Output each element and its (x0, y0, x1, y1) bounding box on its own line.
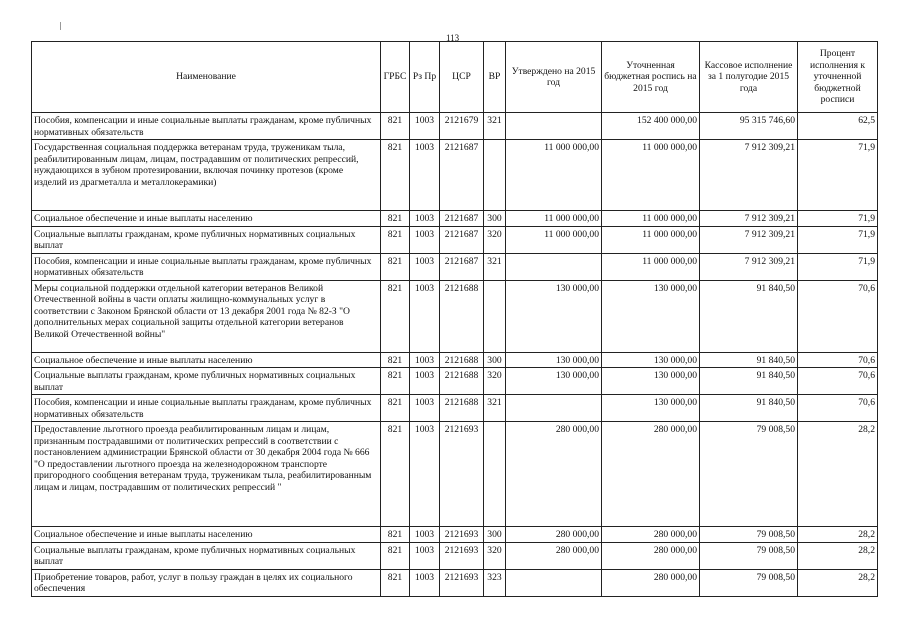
cell-rzpr: 1003 (410, 253, 440, 280)
table-row (32, 140, 878, 211)
cell-cash: 91 840,50 (700, 395, 798, 422)
cell-rzpr: 1003 (410, 542, 440, 569)
cell-vr (484, 280, 506, 352)
cell-rzpr: 1003 (410, 569, 440, 596)
table-row (32, 422, 878, 527)
cell-refined: 130 000,00 (602, 280, 700, 352)
cell-name: Пособия, компенсации и иные социальные выплаты гражданам, кроме публичных нормативных обязательств (32, 253, 381, 280)
cell-cash: 7 912 309,21 (700, 253, 798, 280)
cell-percent: 71,9 (798, 211, 878, 227)
cell-refined: 130 000,00 (602, 368, 700, 395)
cell-vr: 320 (484, 226, 506, 253)
table-row (32, 280, 878, 352)
cell-cash: 79 008,50 (700, 569, 798, 596)
cell-rzpr: 1003 (410, 211, 440, 227)
table-row (32, 368, 878, 395)
cell-refined: 280 000,00 (602, 569, 700, 596)
cell-refined: 130 000,00 (602, 352, 700, 368)
table-row (32, 542, 878, 569)
cell-approved: 280 000,00 (506, 542, 602, 569)
cell-refined: 152 400 000,00 (602, 113, 700, 140)
cell-vr: 320 (484, 368, 506, 395)
cell-refined: 280 000,00 (602, 422, 700, 527)
cell-percent: 28,2 (798, 422, 878, 527)
table-header-row (32, 42, 878, 113)
cell-rzpr: 1003 (410, 352, 440, 368)
cell-refined: 280 000,00 (602, 527, 700, 543)
cell-grbs: 821 (381, 253, 410, 280)
header-grbs: ГРБС (381, 42, 410, 113)
cell-name: Социальное обеспечение и иные выплаты населению (32, 352, 381, 368)
cell-name: Предоставление льготного проезда реабилитированным лицам и лицам, признанным пострадавшими от политических репрессий в соответствии с постановлением администрации Брянской области от 30 декабря 2004 года № 666 "О предоставлении льготного проезда на железнодорожном транспорте пригородного сообщения ветеранам труда, труженикам тыла, реабилитированным лицам и лицам, пострадавшим от политических репрессий " (32, 422, 381, 527)
cell-rzpr: 1003 (410, 368, 440, 395)
cell-cash: 91 840,50 (700, 280, 798, 352)
cell-csr: 2121688 (440, 368, 484, 395)
cell-approved (506, 569, 602, 596)
header-name: Наименование (32, 42, 381, 113)
cell-grbs: 821 (381, 211, 410, 227)
cell-percent: 70,6 (798, 395, 878, 422)
header-vr: ВР (484, 42, 506, 113)
cell-vr (484, 422, 506, 527)
cell-rzpr: 1003 (410, 422, 440, 527)
cell-name: Пособия, компенсации и иные социальные выплаты гражданам, кроме публичных нормативных обязательств (32, 113, 381, 140)
cell-csr: 2121687 (440, 211, 484, 227)
cell-cash: 7 912 309,21 (700, 226, 798, 253)
cell-percent: 70,6 (798, 280, 878, 352)
header-refined: Уточненная бюджетная роспись на 2015 год (602, 42, 700, 113)
cell-grbs: 821 (381, 422, 410, 527)
cell-approved: 11 000 000,00 (506, 211, 602, 227)
cell-percent: 71,9 (798, 140, 878, 211)
cell-refined: 11 000 000,00 (602, 253, 700, 280)
cell-refined: 130 000,00 (602, 395, 700, 422)
cell-approved (506, 113, 602, 140)
cell-name: Социальные выплаты гражданам, кроме публичных нормативных социальных выплат (32, 368, 381, 395)
cell-cash: 91 840,50 (700, 352, 798, 368)
cell-vr: 320 (484, 542, 506, 569)
cell-cash: 7 912 309,21 (700, 211, 798, 227)
cell-approved: 130 000,00 (506, 352, 602, 368)
header-rzpr: Рз Пр (410, 42, 440, 113)
cell-csr: 2121688 (440, 280, 484, 352)
cell-name: Государственная социальная поддержка ветеранам труда, труженикам тыла, реабилитированным лицам, лицам, пострадавшим от политических репрессий, нуждающихся в зубном протезировании, включая починку протезов (кроме изделий из драгметалла и металлокерамики) (32, 140, 381, 211)
header-percent: Процент исполнения к уточненной бюджетной росписи (798, 42, 878, 113)
table-row (32, 395, 878, 422)
cell-approved (506, 253, 602, 280)
table-row (32, 527, 878, 543)
cell-cash: 79 008,50 (700, 527, 798, 543)
cell-rzpr: 1003 (410, 140, 440, 211)
table-row (32, 352, 878, 368)
cell-vr: 321 (484, 395, 506, 422)
cell-csr: 2121687 (440, 253, 484, 280)
cell-rzpr: 1003 (410, 280, 440, 352)
cell-rzpr: 1003 (410, 527, 440, 543)
cell-cash: 7 912 309,21 (700, 140, 798, 211)
cell-percent: 62,5 (798, 113, 878, 140)
cell-vr: 321 (484, 113, 506, 140)
cell-name: Пособия, компенсации и иные социальные выплаты гражданам, кроме публичных нормативных обязательств (32, 395, 381, 422)
cell-percent: 28,2 (798, 542, 878, 569)
cell-cash: 79 008,50 (700, 542, 798, 569)
cell-percent: 71,9 (798, 226, 878, 253)
header-csr: ЦСР (440, 42, 484, 113)
cell-grbs: 821 (381, 542, 410, 569)
cell-vr: 323 (484, 569, 506, 596)
cell-grbs: 821 (381, 395, 410, 422)
cell-csr: 2121693 (440, 542, 484, 569)
cell-csr: 2121679 (440, 113, 484, 140)
cell-refined: 280 000,00 (602, 542, 700, 569)
table-row (32, 569, 878, 596)
cell-approved: 280 000,00 (506, 527, 602, 543)
cell-name: Социальное обеспечение и иные выплаты населению (32, 211, 381, 227)
cell-grbs: 821 (381, 368, 410, 395)
cell-grbs: 821 (381, 280, 410, 352)
cell-csr: 2121693 (440, 527, 484, 543)
cell-grbs: 821 (381, 569, 410, 596)
cell-approved: 130 000,00 (506, 280, 602, 352)
cell-refined: 11 000 000,00 (602, 211, 700, 227)
cell-approved (506, 395, 602, 422)
cell-cash: 91 840,50 (700, 368, 798, 395)
header-approved: Утверждено на 2015 год (506, 42, 602, 113)
page-number: 113 (446, 33, 460, 43)
cell-rzpr: 1003 (410, 226, 440, 253)
cell-grbs: 821 (381, 527, 410, 543)
cell-approved: 11 000 000,00 (506, 140, 602, 211)
cell-csr: 2121688 (440, 352, 484, 368)
cell-rzpr: 1003 (410, 113, 440, 140)
cell-refined: 11 000 000,00 (602, 140, 700, 211)
cell-csr: 2121693 (440, 569, 484, 596)
cell-name: Меры социальной поддержки отдельной категории ветеранов Великой Отечественной войны в части оплаты жилищно-коммунальных услуг в соответствии с Законом Брянской области от 13 декабря 2001 года № 82-З "О дополнительных мерах социальной защиты отдельной категории ветеранов Великой Отечественной войны" (32, 280, 381, 352)
cell-grbs: 821 (381, 140, 410, 211)
header-cash: Кассовое исполнение за 1 полугодие 2015 года (700, 42, 798, 113)
cell-cash: 95 315 746,60 (700, 113, 798, 140)
cell-percent: 28,2 (798, 569, 878, 596)
cell-name: Социальные выплаты гражданам, кроме публичных нормативных социальных выплат (32, 542, 381, 569)
cell-vr: 300 (484, 211, 506, 227)
cell-percent: 28,2 (798, 527, 878, 543)
cell-vr: 321 (484, 253, 506, 280)
cell-percent: 70,6 (798, 352, 878, 368)
table-row (32, 211, 878, 227)
cell-vr: 300 (484, 527, 506, 543)
cell-csr: 2121688 (440, 395, 484, 422)
cell-approved: 11 000 000,00 (506, 226, 602, 253)
cell-refined: 11 000 000,00 (602, 226, 700, 253)
cell-cash: 79 008,50 (700, 422, 798, 527)
cell-csr: 2121687 (440, 226, 484, 253)
cell-csr: 2121687 (440, 140, 484, 211)
table-row (32, 113, 878, 140)
cell-name: Социальное обеспечение и иные выплаты населению (32, 527, 381, 543)
cell-percent: 71,9 (798, 253, 878, 280)
cell-approved: 280 000,00 (506, 422, 602, 527)
cell-grbs: 821 (381, 113, 410, 140)
budget-table (31, 41, 878, 597)
cell-grbs: 821 (381, 226, 410, 253)
cell-grbs: 821 (381, 352, 410, 368)
cell-vr (484, 140, 506, 211)
table-row (32, 226, 878, 253)
cell-vr: 300 (484, 352, 506, 368)
cell-rzpr: 1003 (410, 395, 440, 422)
cell-percent: 70,6 (798, 368, 878, 395)
cell-name: Социальные выплаты гражданам, кроме публичных нормативных социальных выплат (32, 226, 381, 253)
cell-csr: 2121693 (440, 422, 484, 527)
table-row (32, 253, 878, 280)
cell-approved: 130 000,00 (506, 368, 602, 395)
cell-name: Приобретение товаров, работ, услуг в пользу граждан в целях их социального обеспечения (32, 569, 381, 596)
scan-mark (60, 22, 61, 30)
